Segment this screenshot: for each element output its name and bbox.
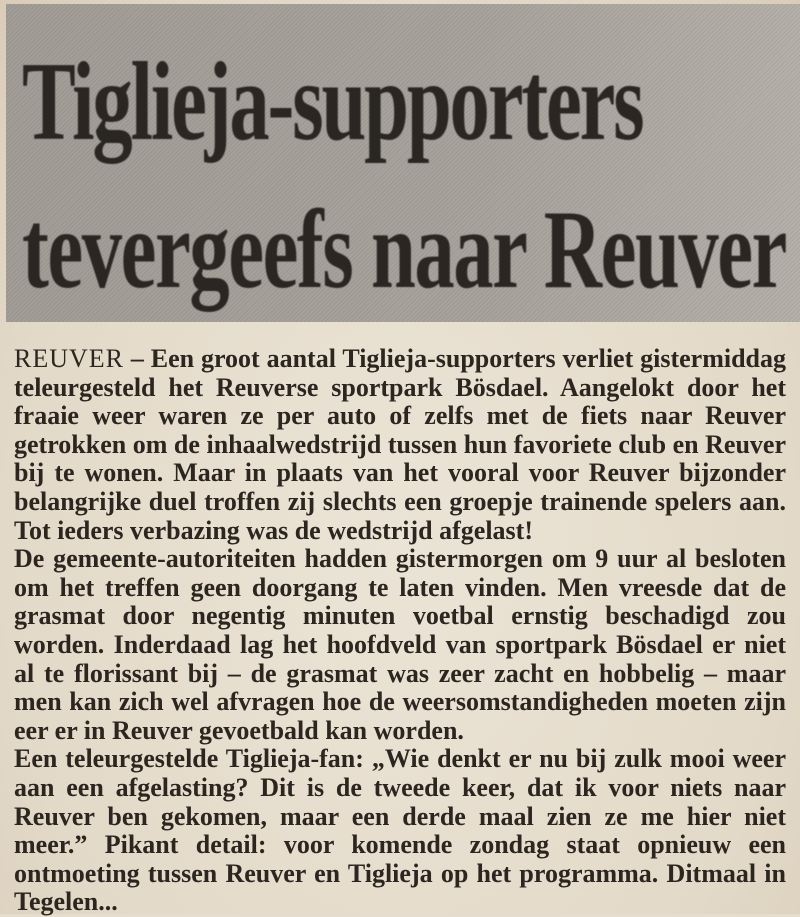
article-body xyxy=(14,345,786,917)
article-paragraph-2: De gemeente-autoriteiten hadden gistermorgen om 9 uur al besloten om het treffen geen doorgang te laten vinden. Men vreesde dat de grasmat door negentig minuten voetbal ernstig beschadigd zou worden. Inderdaad lag het hoofdveld van sportpark Bösdael er niet al te florissant bij – de grasmat was zeer zacht en hobbelig – maar men kan zich wel afvragen hoe de weersomstandigheden moeten zijn eer er in Reuver gevoetbald kan worden. xyxy=(14,544,786,745)
paragraph-1-text: – Een groot aantal Tiglieja-supporters verliet gistermiddag teleurgesteld het Reuverse sportpark Bösdael. Aangelokt door het fraaie weer waren ze per auto of zelfs met de fiets naar Reuver getrokken om de inhaalwedstrijd tussen hun favoriete club en Reuver bij te wonen. Maar in plaats van het vooral voor Reuver bijzonder belangrijke duel troffen zij slechts een groepje trainende spelers aan. Tot ieders verbazing was de wedstrijd afgelast! xyxy=(14,344,786,545)
headline xyxy=(22,28,786,322)
headline-line-2: tevergeefs naar Reuver xyxy=(22,188,786,312)
dateline: REUVER xyxy=(14,344,124,373)
article-paragraph-1 xyxy=(14,345,786,545)
headline-banner xyxy=(6,4,800,322)
article-paragraph-3: Een teleurgestelde Tiglieja-fan: „Wie denkt er nu bij zulk mooi weer aan een afgelasting? Dit is de tweede keer, dat ik voor niets naar Reuver ben gekomen, maar een derde maal zien ze me hier niet meer.” Pikant detail: voor komende zondag staat opnieuw een ontmoeting tussen Reuver en Tiglieja op het programma. Ditmaal in Tegelen... xyxy=(14,744,786,917)
headline-line-1: Tiglieja-supporters xyxy=(22,40,643,164)
